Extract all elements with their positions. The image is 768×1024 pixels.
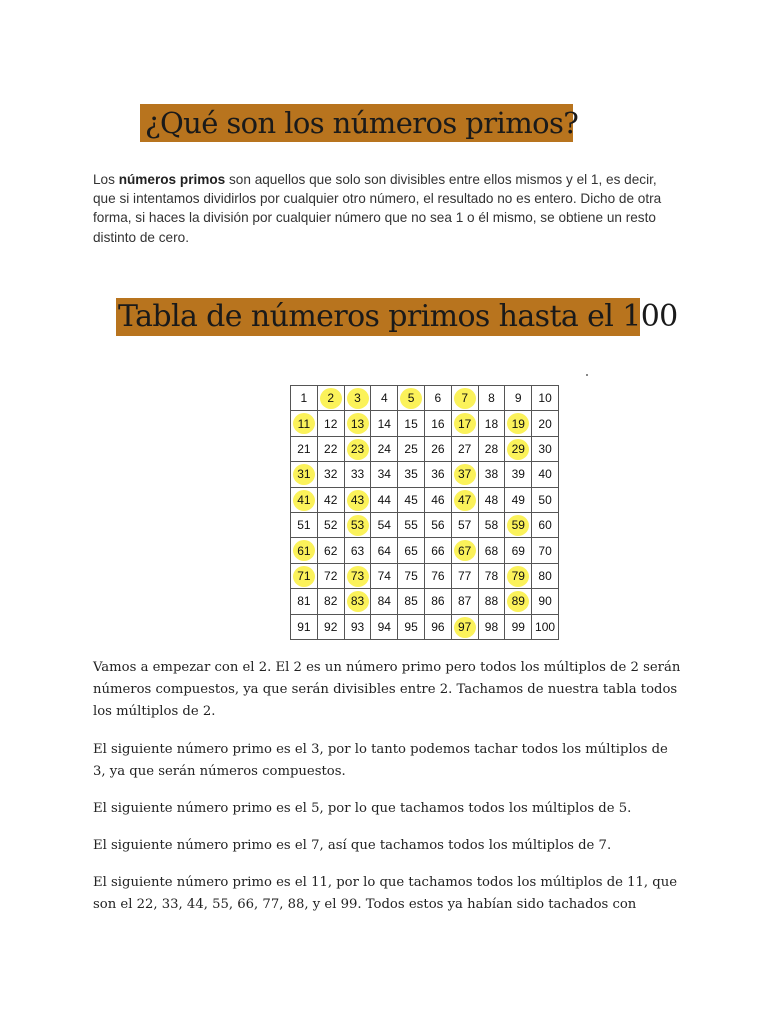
- cell-number: 43: [350, 492, 365, 507]
- table-cell: [291, 614, 318, 639]
- cell-number: 60: [538, 518, 552, 533]
- table-cell: [505, 589, 532, 614]
- cell-number: 5: [407, 391, 415, 406]
- cell-number: 98: [484, 619, 499, 634]
- cell-number: 77: [458, 568, 472, 583]
- cell-number: 23: [350, 441, 365, 456]
- table-cell: [478, 386, 505, 411]
- table-cell: [344, 487, 371, 512]
- cell-number: 91: [297, 619, 311, 634]
- table-cell: [291, 512, 318, 537]
- cell-number: 65: [404, 543, 418, 558]
- cell-number: 11: [297, 416, 311, 431]
- cell-number: 10: [538, 391, 552, 406]
- cell-number: 52: [324, 518, 338, 533]
- table-cell: [291, 563, 318, 588]
- table-cell: [344, 436, 371, 461]
- cell-number: 7: [461, 391, 469, 406]
- cell-number: 57: [458, 518, 472, 533]
- cell-number: 29: [511, 441, 525, 456]
- table-row: [291, 538, 559, 563]
- table-cell: [451, 614, 478, 639]
- cell-number: 6: [434, 391, 442, 406]
- cell-number: 13: [350, 416, 365, 431]
- table-cell: [398, 462, 425, 487]
- hundred-table: [290, 385, 559, 640]
- cell-number: 78: [484, 568, 499, 583]
- table-cell: [478, 462, 505, 487]
- cell-number: 26: [431, 441, 445, 456]
- table-cell: [532, 436, 559, 461]
- cell-number: 72: [324, 568, 338, 583]
- cell-number: 93: [350, 619, 365, 634]
- table-cell: [505, 563, 532, 588]
- cell-number: 44: [377, 492, 391, 507]
- cell-number: 69: [511, 543, 525, 558]
- table-cell: [371, 563, 398, 588]
- cell-number: 84: [377, 594, 391, 609]
- table-row: [291, 589, 559, 614]
- cell-number: 58: [484, 518, 499, 533]
- cell-number: 76: [431, 568, 445, 583]
- cell-number: 54: [377, 518, 391, 533]
- cell-number: 41: [297, 492, 311, 507]
- cell-number: 33: [350, 467, 365, 482]
- table-cell: [317, 589, 344, 614]
- table-cell: [344, 462, 371, 487]
- table-cell: [371, 614, 398, 639]
- table-cell: [398, 436, 425, 461]
- table-cell: [424, 538, 451, 563]
- table-cell: [344, 563, 371, 588]
- cell-number: 25: [404, 441, 418, 456]
- paragraph-2: Vamos a empezar con el 2. El 2 es un número primo pero todos los múltiplos de 2 serán números compuestos, ya que serán divisibles entre 2. Tachamos de nuestra tabla todos los múltiplos de 2.: [93, 660, 681, 719]
- cell-number: 1: [300, 391, 308, 406]
- table-cell: [317, 436, 344, 461]
- cell-number: 38: [484, 467, 499, 482]
- cell-number: 86: [431, 594, 445, 609]
- cell-number: 90: [538, 594, 552, 609]
- cell-number: 17: [458, 416, 472, 431]
- table-cell: [505, 614, 532, 639]
- cell-number: 20: [538, 416, 552, 431]
- cell-number: 14: [377, 416, 391, 431]
- cell-number: 27: [458, 441, 472, 456]
- table-cell: [317, 614, 344, 639]
- cell-number: 56: [431, 518, 445, 533]
- cell-number: 42: [324, 492, 338, 507]
- table-cell: [505, 487, 532, 512]
- paragraph-7: El siguiente número primo es el 7, así que tachamos todos los múltiplos de 7.: [93, 838, 612, 853]
- cell-number: 80: [538, 568, 552, 583]
- table-cell: [451, 411, 478, 436]
- table-cell: [478, 538, 505, 563]
- table-cell: [291, 538, 318, 563]
- table-cell: [291, 386, 318, 411]
- table-cell: [398, 512, 425, 537]
- table-cell: [317, 386, 344, 411]
- cell-number: 46: [431, 492, 445, 507]
- cell-number: 3: [354, 391, 361, 406]
- cell-number: 35: [404, 467, 418, 482]
- cell-number: 97: [458, 619, 472, 634]
- cell-number: 47: [458, 492, 472, 507]
- cell-number: 74: [377, 568, 391, 583]
- table-cell: [532, 563, 559, 588]
- table-cell: [451, 563, 478, 588]
- cell-number: 8: [488, 391, 495, 406]
- table-row: [291, 436, 559, 461]
- cell-number: 18: [484, 416, 499, 431]
- cell-number: 39: [511, 467, 525, 482]
- cell-number: 15: [404, 416, 418, 431]
- table-cell: [532, 386, 559, 411]
- cell-number: 89: [511, 594, 525, 609]
- heading-text: Tabla de números primos hasta el 100: [118, 299, 678, 334]
- cell-number: 53: [350, 518, 365, 533]
- table-cell: [505, 386, 532, 411]
- table-cell: [478, 487, 505, 512]
- table-cell: [291, 462, 318, 487]
- section-heading-what-are-primes: [140, 104, 579, 142]
- table-cell: [424, 487, 451, 512]
- table-cell: [532, 512, 559, 537]
- table-cell: [505, 512, 532, 537]
- table-row: [291, 512, 559, 537]
- cell-number: 83: [350, 594, 365, 609]
- table-row: [291, 614, 559, 639]
- table-cell: [505, 538, 532, 563]
- table-cell: [478, 411, 505, 436]
- table-cell: [505, 436, 532, 461]
- cell-number: 24: [377, 441, 391, 456]
- cell-number: 50: [538, 492, 552, 507]
- cell-number: 85: [404, 594, 418, 609]
- table-cell: [317, 487, 344, 512]
- prime-number-grid: [290, 385, 559, 640]
- table-cell: [291, 436, 318, 461]
- cell-number: 21: [297, 441, 311, 456]
- intro-rest: son aquellos que solo son divisibles entre ellos mismos y el 1, es decir, que si intentamos dividirlos por cualquier otro número, el resultado no es entero. Dicho de otra forma, si haces la división por cualquier número que no sea 1 o él mismo, se obtiene un resto distinto de cero.: [93, 172, 662, 245]
- cell-number: 63: [350, 543, 365, 558]
- paragraph-3: El siguiente número primo es el 3, por lo tanto podemos tachar todos los múltiplos de 3, ya que serán números compuestos.: [93, 742, 668, 779]
- table-cell: [371, 411, 398, 436]
- cell-number: 22: [324, 441, 338, 456]
- cell-number: 55: [404, 518, 418, 533]
- table-row: [291, 411, 559, 436]
- table-cell: [344, 538, 371, 563]
- cell-number: 9: [514, 391, 522, 406]
- table-cell: [344, 589, 371, 614]
- table-cell: [291, 589, 318, 614]
- table-cell: [424, 411, 451, 436]
- cell-number: 48: [484, 492, 499, 507]
- cell-number: 4: [380, 391, 388, 406]
- cell-number: 82: [324, 594, 338, 609]
- table-cell: [451, 436, 478, 461]
- cell-number: 28: [484, 441, 499, 456]
- cell-number: 92: [324, 619, 338, 634]
- cell-number: 40: [538, 467, 552, 482]
- table-cell: [424, 462, 451, 487]
- table-cell: [371, 589, 398, 614]
- table-cell: [317, 538, 344, 563]
- table-cell: [424, 589, 451, 614]
- table-cell: [398, 589, 425, 614]
- table-cell: [478, 563, 505, 588]
- table-cell: [424, 614, 451, 639]
- paragraph-5: El siguiente número primo es el 5, por lo que tachamos todos los múltiplos de 5.: [93, 801, 632, 816]
- table-cell: [398, 563, 425, 588]
- table-cell: [317, 462, 344, 487]
- table-row: [291, 563, 559, 588]
- cell-number: 32: [324, 467, 338, 482]
- cell-number: 36: [431, 467, 445, 482]
- cell-number: 100: [535, 619, 556, 634]
- table-row: [291, 386, 559, 411]
- table-cell: [532, 538, 559, 563]
- table-cell: [451, 487, 478, 512]
- table-cell: [478, 436, 505, 461]
- table-cell: [398, 411, 425, 436]
- table-cell: [424, 386, 451, 411]
- cell-number: 51: [297, 518, 311, 533]
- cell-number: 16: [431, 416, 445, 431]
- cell-number: 67: [458, 543, 472, 558]
- cell-number: 71: [297, 568, 311, 583]
- table-cell: [398, 386, 425, 411]
- table-cell: [317, 512, 344, 537]
- table-cell: [398, 538, 425, 563]
- table-cell: [317, 563, 344, 588]
- cell-number: 96: [431, 619, 445, 634]
- table-cell: [371, 386, 398, 411]
- cell-number: 59: [511, 518, 525, 533]
- cell-number: 64: [377, 543, 391, 558]
- table-cell: [451, 512, 478, 537]
- stray-dot: [586, 374, 588, 376]
- table-cell: [291, 487, 318, 512]
- cell-number: 62: [324, 543, 338, 558]
- table-cell: [424, 563, 451, 588]
- table-cell: [371, 436, 398, 461]
- table-cell: [371, 462, 398, 487]
- table-cell: [317, 411, 344, 436]
- table-cell: [398, 614, 425, 639]
- table-cell: [532, 411, 559, 436]
- cell-number: 37: [458, 467, 472, 482]
- table-cell: [344, 614, 371, 639]
- cell-number: 2: [327, 391, 335, 406]
- cell-number: 79: [511, 568, 525, 583]
- cell-number: 94: [377, 619, 391, 634]
- table-row: [291, 462, 559, 487]
- table-row: [291, 487, 559, 512]
- cell-number: 34: [377, 467, 391, 482]
- table-cell: [398, 487, 425, 512]
- intro-bold-term: números primos: [118, 172, 226, 187]
- cell-number: 73: [350, 568, 365, 583]
- table-cell: [291, 411, 318, 436]
- table-cell: [451, 589, 478, 614]
- table-cell: [451, 538, 478, 563]
- cell-number: 30: [538, 441, 552, 456]
- cell-number: 12: [324, 416, 338, 431]
- intro-prefix: Los: [93, 172, 119, 187]
- table-cell: [478, 614, 505, 639]
- table-cell: [532, 487, 559, 512]
- cell-number: 81: [297, 594, 311, 609]
- table-cell: [451, 386, 478, 411]
- table-cell: [371, 538, 398, 563]
- table-cell: [344, 512, 371, 537]
- table-cell: [344, 411, 371, 436]
- intro-paragraph: [93, 170, 683, 247]
- cell-number: 70: [538, 543, 552, 558]
- table-cell: [532, 589, 559, 614]
- cell-number: 87: [458, 594, 472, 609]
- cell-number: 45: [404, 492, 418, 507]
- cell-number: 31: [297, 467, 311, 482]
- paragraph-11: El siguiente número primo es el 11, por lo que tachamos todos los múltiplos de 11, que son el 22, 33, 44, 55, 66, 77, 88, y el 99. Todos estos ya habían sido tachados con: [93, 875, 678, 912]
- section-heading-prime-table: [116, 298, 678, 336]
- cell-number: 75: [404, 568, 418, 583]
- cell-number: 19: [511, 416, 525, 431]
- cell-number: 66: [431, 543, 445, 558]
- cell-number: 99: [511, 619, 525, 634]
- table-cell: [371, 512, 398, 537]
- table-cell: [424, 512, 451, 537]
- table-cell: [532, 614, 559, 639]
- heading-text: ¿Qué son los números primos?: [145, 105, 579, 140]
- table-cell: [478, 512, 505, 537]
- table-cell: [505, 411, 532, 436]
- table-cell: [344, 386, 371, 411]
- cell-number: 49: [511, 492, 525, 507]
- table-cell: [451, 462, 478, 487]
- table-cell: [505, 462, 532, 487]
- cell-number: 68: [484, 543, 499, 558]
- table-cell: [371, 487, 398, 512]
- table-cell: [424, 436, 451, 461]
- table-cell: [478, 589, 505, 614]
- cell-number: 95: [404, 619, 418, 634]
- table-cell: [532, 462, 559, 487]
- cell-number: 88: [484, 594, 499, 609]
- cell-number: 61: [297, 543, 311, 558]
